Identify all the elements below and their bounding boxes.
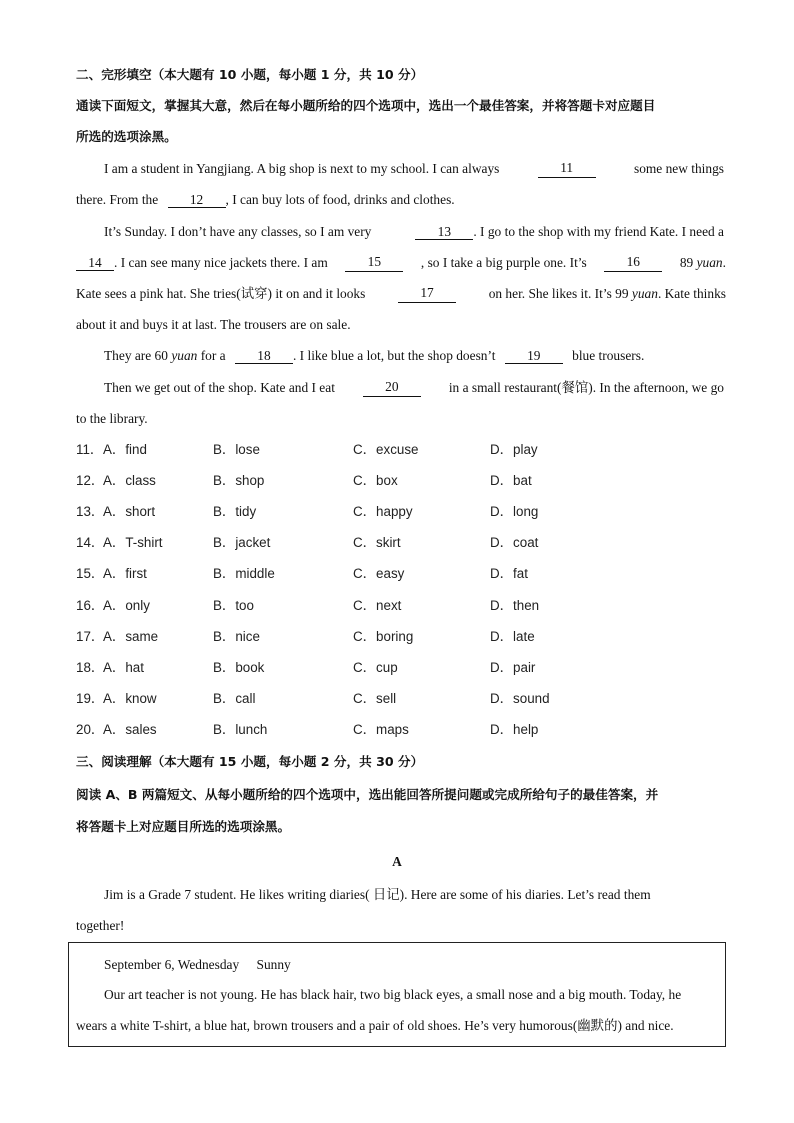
option-d[interactable]: D．play xyxy=(490,442,538,457)
option-d[interactable]: D．late xyxy=(490,628,535,644)
blank-19: 19 xyxy=(505,348,563,364)
passage-line xyxy=(76,191,726,209)
option-b[interactable]: B．jacket xyxy=(213,535,271,551)
passage-text: I am a student in Yangjiang. A big shop is next to my school. I can always xyxy=(104,161,500,176)
passage-text: 89 xyxy=(679,255,694,270)
option-b[interactable]: B．middle xyxy=(213,566,275,582)
passage-text: Kate sees a pink hat. She tries(试穿) it on and it looks xyxy=(76,286,366,301)
question-number: 12． xyxy=(76,473,105,489)
option-c[interactable]: C．next xyxy=(353,597,402,613)
passage-text: on her. She likes it. It’s 99 xyxy=(488,286,629,301)
option-c[interactable]: C．boring xyxy=(353,628,414,644)
diary-line xyxy=(104,986,724,1004)
option-d[interactable]: D．long xyxy=(490,504,539,520)
question-number: 19． xyxy=(76,690,105,706)
passage-line xyxy=(104,347,724,365)
option-a[interactable]: A．hat xyxy=(103,659,144,675)
blank-16: 16 xyxy=(604,254,662,272)
section3-instruction: 阅读 A、B 两篇短文、从每小题所给的四个选项中，选出能回答所提问题或完成所给句子的最佳答案，并 xyxy=(76,787,659,802)
passage-line xyxy=(76,285,726,303)
option-a[interactable]: A．class xyxy=(103,473,156,489)
intro-line: together! xyxy=(76,918,125,933)
passage-line xyxy=(104,379,724,397)
passage-text: , so I take a big purple one. It’s xyxy=(420,255,587,270)
question-number: 11． xyxy=(76,442,104,457)
intro-line xyxy=(104,886,724,904)
option-c[interactable]: C．sell xyxy=(353,690,397,706)
option-a[interactable]: A．same xyxy=(103,628,159,644)
blank-20: 20 xyxy=(363,379,421,397)
passage-text: yuan xyxy=(696,255,723,270)
option-b[interactable]: B．book xyxy=(213,659,265,675)
option-a[interactable]: A．only xyxy=(103,597,150,613)
diary-text: Our art teacher is not young. He has black hair, two big black eyes, a small nose and a big mouth. Today, he xyxy=(104,987,682,1002)
question-number: 20． xyxy=(76,721,105,737)
option-d[interactable]: D．bat xyxy=(490,473,532,489)
passage-text: some new things xyxy=(633,161,724,176)
diary-date: September 6, Wednesday xyxy=(104,957,240,972)
diary-date-line xyxy=(104,956,724,974)
diary-text: wears a white T-shirt, a blue hat, brown trousers and a pair of old shoes. He’s very humorous(幽默的) and nice. xyxy=(76,1018,674,1033)
passage-text: in a small restaurant(餐馆). In the afternoon, we go xyxy=(448,380,724,395)
passage-text: . xyxy=(722,255,726,270)
option-a[interactable]: A．first xyxy=(103,566,147,582)
section3-title: 三、阅读理解（本大题有 15 小题，每小题 2 分，共 30 分） xyxy=(76,754,424,769)
question-number: 15． xyxy=(76,566,105,582)
passage-heading: A xyxy=(392,854,402,869)
passage-line: to the library. xyxy=(76,411,148,426)
passage-text: Then we get out of the shop. Kate and I eat xyxy=(104,380,335,395)
passage-text: . Kate thinks xyxy=(657,286,726,301)
option-d[interactable]: D．fat xyxy=(490,566,528,582)
option-d[interactable]: D．sound xyxy=(490,690,550,706)
passage-text: yuan xyxy=(171,348,198,363)
diary-weather: Sunny xyxy=(256,957,291,972)
passage-text: yuan xyxy=(631,286,658,301)
option-a[interactable]: A．sales xyxy=(103,721,157,737)
option-a[interactable]: A．know xyxy=(103,690,157,706)
option-a[interactable]: A．find xyxy=(103,442,147,457)
blank-17: 17 xyxy=(398,285,456,303)
option-b[interactable]: B．nice xyxy=(213,628,260,644)
passage-text: blue trousers. xyxy=(572,348,645,363)
option-d[interactable]: D．help xyxy=(490,721,539,737)
passage-line: about it and buys it at last. The trousers are on sale. xyxy=(76,317,351,332)
blank-13: 13 xyxy=(415,224,473,240)
question-number: 13． xyxy=(76,504,105,520)
passage-text: . I can see many nice jackets there. I am xyxy=(114,255,328,270)
option-c[interactable]: C．excuse xyxy=(353,442,419,457)
section2-title: 二、完形填空（本大题有 10 小题，每小题 1 分，共 10 分） xyxy=(76,67,424,82)
intro-text: Jim is a Grade 7 student. He likes writing diaries( 日记). Here are some of his diaries. Let’s read them xyxy=(104,887,651,902)
option-c[interactable]: C．maps xyxy=(353,721,409,737)
option-d[interactable]: D．coat xyxy=(490,535,539,551)
blank-11: 11 xyxy=(538,160,596,178)
passage-text: there. From the xyxy=(76,192,159,207)
question-number: 14． xyxy=(76,535,105,551)
option-b[interactable]: B．too xyxy=(213,597,254,613)
passage-line xyxy=(104,160,724,178)
section2-instruction-cont: 所选的选项涂黑。 xyxy=(76,129,177,144)
option-c[interactable]: C．cup xyxy=(353,659,398,675)
option-b[interactable]: B．shop xyxy=(213,473,265,489)
section2-instruction: 通读下面短文，掌握其大意，然后在每小题所给的四个选项中，选出一个最佳答案，并将答题卡对应题目 xyxy=(76,98,656,113)
option-c[interactable]: C．easy xyxy=(353,566,405,582)
section3-instruction-cont: 将答题卡上对应题目所选的选项涂黑。 xyxy=(76,819,291,834)
question-number: 17． xyxy=(76,628,105,644)
passage-text: They are 60 xyxy=(104,348,168,363)
passage-text: , I can buy lots of food, drinks and clothes. xyxy=(225,192,455,207)
option-c[interactable]: C．skirt xyxy=(353,535,401,551)
question-number: 18． xyxy=(76,659,105,675)
blank-14: 14 xyxy=(76,255,114,271)
option-b[interactable]: B．lose xyxy=(213,442,260,457)
option-c[interactable]: C．box xyxy=(353,473,398,489)
blank-15: 15 xyxy=(345,254,403,272)
option-d[interactable]: D．then xyxy=(490,597,540,613)
option-d[interactable]: D．pair xyxy=(490,659,536,675)
option-b[interactable]: B．call xyxy=(213,690,256,706)
blank-12: 12 xyxy=(168,192,226,208)
option-a[interactable]: A．short xyxy=(103,504,156,520)
diary-line xyxy=(76,1017,726,1035)
option-b[interactable]: B．tidy xyxy=(213,504,257,520)
passage-text: . I like blue a lot, but the shop doesn’t xyxy=(292,348,496,363)
passage-text: for a xyxy=(200,348,226,363)
passage-text: It’s Sunday. I don’t have any classes, so I am very xyxy=(104,224,372,239)
passage-line xyxy=(104,223,724,241)
passage-text: . I go to the shop with my friend Kate. I need a xyxy=(473,224,724,239)
passage-line xyxy=(76,254,726,272)
option-b[interactable]: B．lunch xyxy=(213,721,268,737)
option-a[interactable]: A．T-shirt xyxy=(103,535,163,551)
blank-18: 18 xyxy=(235,348,293,364)
option-c[interactable]: C．happy xyxy=(353,504,413,520)
question-number: 16． xyxy=(76,597,105,613)
